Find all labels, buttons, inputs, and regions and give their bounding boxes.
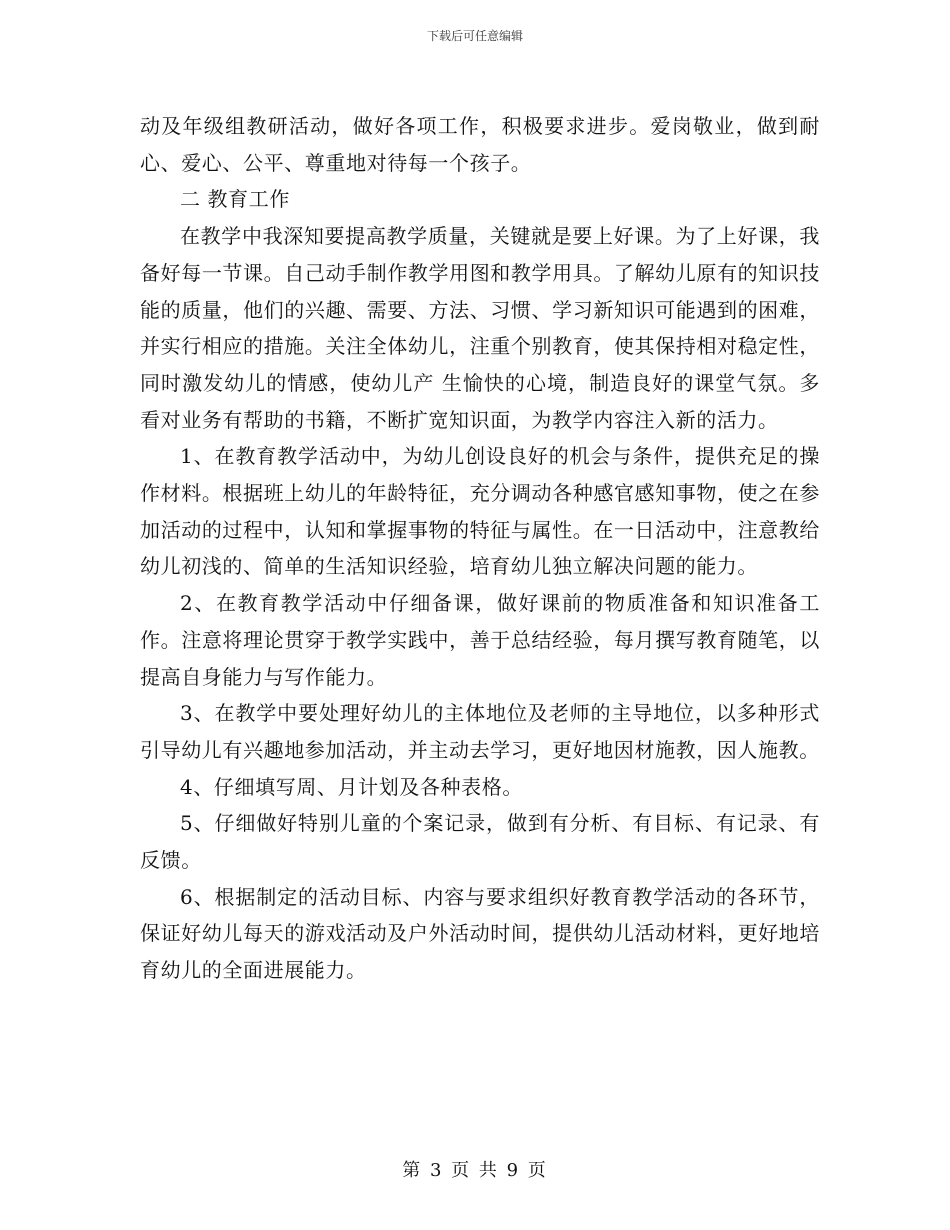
paragraph-item-3: 3、在教学中要处理好幼儿的主体地位及老师的主导地位，以多种形式引导幼儿有兴趣地参加活动，并主动去学习，更好地因材施教，因人施教。: [140, 701, 820, 762]
paragraph-item-6: 6、根据制定的活动目标、内容与要求组织好教育教学活动的各环节，保证好幼儿每天的游戏活动及户外活动时间，提供幼儿活动材料，更好地培育幼儿的全面进展能力。: [140, 884, 820, 983]
page-number-footer: 第 3 页 共 9 页: [402, 1160, 548, 1181]
page-header-note: 下载后可任意编辑: [426, 29, 523, 43]
paragraph-teaching-quality: 在教学中我深知要提高教学质量，关键就是要上好课。为了上好课，我备好每一节课。自己动手制作教学用图和教学用具。了解幼儿原有的知识技能的质量，他们的兴趣、需要、方法、习惯、学习新知识可能遇到的困难，并实行相应的措施。关注全体幼儿，注重个别教育，使其保持相对稳定性，同时激发幼儿的情感，使幼儿产 生愉快的心境，制造良好的课堂气氛。多看对业务有帮助的书籍，不断扩宽知识面，为教学内容注入新的活力。: [140, 224, 820, 432]
section-heading-education: 二 教育工作: [180, 187, 290, 212]
paragraph-continuation: 动及年级组教研活动，做好各项工作，积极要求进步。爱岗敬业，做到耐心、爱心、公平、尊重地对待每一个孩子。: [140, 114, 820, 175]
document-body: [140, 108, 820, 989]
paragraph-item-1: 1、在教育教学活动中，为幼儿创设良好的机会与条件，提供充足的操作材料。根据班上幼儿的年龄特征，充分调动各种感官感知事物，使之在参加活动的过程中，认知和掌握事物的特征与属性。在一日活动中，注意教给幼儿初浅的、简单的生活知识经验，培育幼儿独立解决问题的能力。: [140, 444, 820, 579]
paragraph-item-2: 2、在教育教学活动中仔细备课，做好课前的物质准备和知识准备工作。注意将理论贯穿于教学实践中，善于总结经验，每月撰写教育随笔，以提高自身能力与写作能力。: [140, 591, 820, 689]
paragraph-item-4: 4、仔细填写周、月计划及各种表格。: [180, 774, 523, 799]
paragraph-item-5: 5、仔细做好特别儿童的个案记录，做到有分析、有目标、有记录、有反馈。: [140, 811, 820, 873]
